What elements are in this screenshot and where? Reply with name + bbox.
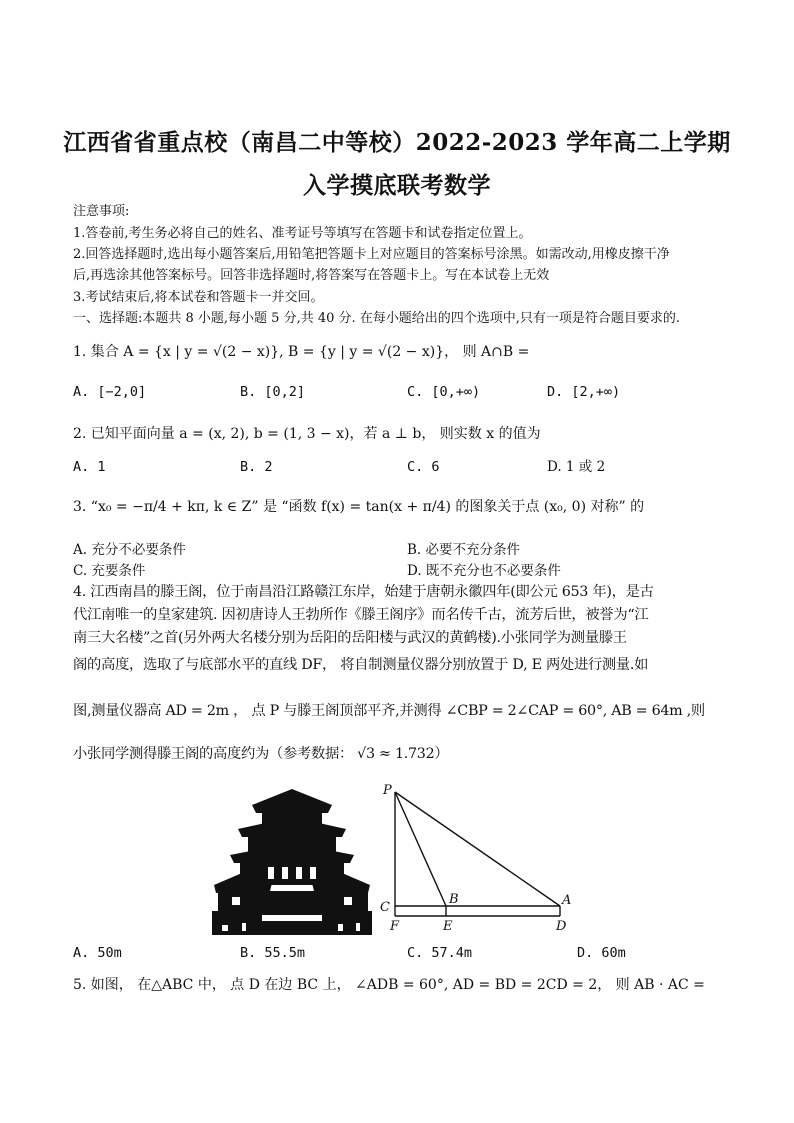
label-b: B [449,892,459,907]
label-e: E [443,919,453,934]
notice-item-2b: 后,再选涂其他答案标号。回答非选择题时,将答案写在答题卡上。写在本试卷上无效 [73,268,550,283]
q2-option-b: B. 2 [240,459,273,475]
exam-title-line1: 江西省省重点校（南昌二中等校）2022-2023 学年高二上学期 [63,129,731,156]
question-4-line5: 图,测量仪器高 AD = 2m ， 点 P 与滕王阁顶部平齐,并测得 ∠CBP = 2∠CAP = 60°, AB = 64m ,则 [73,703,705,719]
q2-option-a: A. 1 [73,459,106,475]
q4-option-d: D. 60m [577,945,626,961]
notice-item-3: 3.考试结束后,将本试卷和答题卡一并交回。 [73,290,324,305]
q1-option-c: C. [0,+∞) [407,384,481,400]
section-heading: 一、选择题:本题共 8 小题,每小题 5 分,共 40 分. 在每小题给出的四个选项中,只有一项是符合题目要求的. [73,311,681,326]
q1-option-b: B. [0,2] [240,384,306,400]
exam-title-line2: 入学摸底联考数学 [303,172,491,199]
question-4-line1: 4. 江西南昌的滕王阁，位于南昌沿江路赣江东岸，始建于唐朝永徽四年(即公元 653 年)，是古 [73,584,654,600]
question-4-line6: 小张同学测得滕王阁的高度约为（参考数据： √3 ≈ 1.732） [73,746,449,762]
q4-option-c: C. 57.4m [407,945,473,961]
question-2: 2. 已知平面向量 a = (x, 2), b = (1, 3 − x)，若 a ⊥ b， 则实数 x 的值为 [73,426,541,442]
label-a: A [562,893,572,908]
q2-option-d: D. 1 或 2 [547,459,606,475]
geometry-diagram [375,780,575,935]
q3-option-c: C. 充要条件 [73,563,146,579]
label-c: C [380,900,390,915]
q2-option-c: C. 6 [407,459,440,475]
notice-item-2a: 2.回答选择题时,选出每小题答案后,用铅笔把答题卡上对应题目的答案标号涂黑。如需改动,用橡皮擦干净 [73,247,670,262]
q3-option-a: A. 充分不必要条件 [73,542,186,558]
notice-item-1: 1.答卷前,考生务必将自己的姓名、准考证号等填写在答题卡和试卷指定位置上。 [73,226,532,241]
label-f: F [390,919,400,934]
q3-option-b: B. 必要不充分条件 [407,542,521,558]
label-d: D [556,919,567,934]
pavilion-photo [212,787,372,935]
q4-option-a: A. 50m [73,945,122,961]
question-1: 1. 集合 A = {x | y = √(2 − x)}, B = {y | y = √(2 − x)}， 则 A∩B = [73,344,530,360]
question-4-line2: 代江南唯一的皇家建筑. 因初唐诗人王勃所作《滕王阁序》而名传千古，流芳后世，被誉为“江 [73,607,649,623]
q1-option-a: A. [−2,0] [73,384,147,400]
question-4-line3: 南三大名楼”之首(另外两大名楼分别为岳阳的岳阳楼与武汉的黄鹤楼).小张同学为测量滕王 [73,630,627,646]
q3-option-d: D. 既不充分也不必要条件 [407,563,561,579]
question-5: 5. 如图， 在△ABC 中， 点 D 在边 BC 上， ∠ADB = 60°, AD = BD = 2CD = 2， 则 AB · AC = [73,977,705,993]
notice-heading: 注意事项: [73,204,130,219]
question-4-line4: 阁的高度，选取了与底部水平的直线 DF， 将自制测量仪器分别放置于 D, E 两处进行测量.如 [73,657,649,673]
question-3: 3. “x₀ = −π/4 + kπ, k ∈ Z” 是 “函数 f(x) = tan(x + π/4) 的图象关于点 (x₀, 0) 对称” 的 [73,499,645,515]
q1-option-d: D. [2,+∞) [547,384,621,400]
q4-option-b: B. 55.5m [240,945,306,961]
label-p: P [383,783,392,798]
